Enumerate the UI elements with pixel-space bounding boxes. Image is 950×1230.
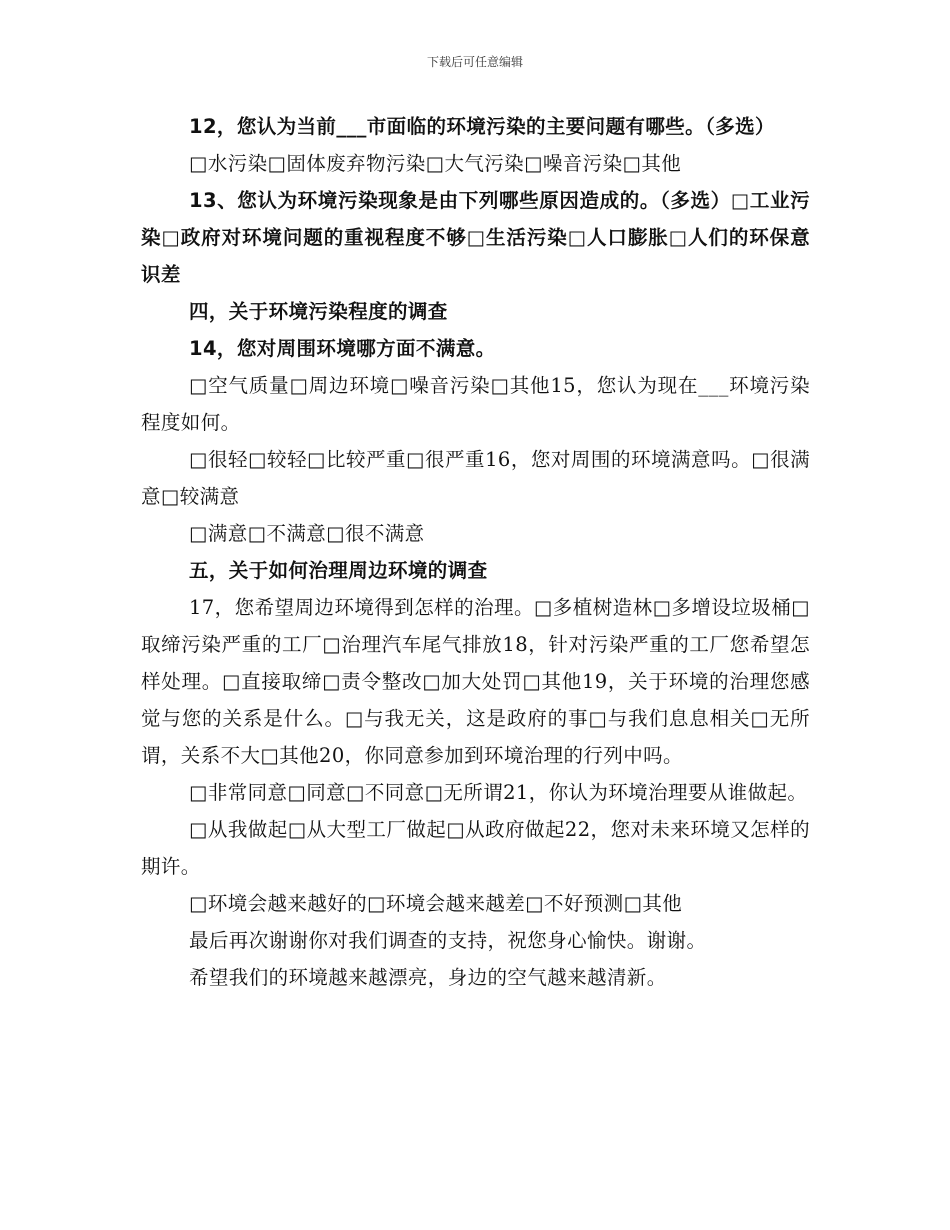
question-12-options: □水污染□固体废弃物污染□大气污染□噪音污染□其他 (189, 152, 682, 175)
closing-wish: 希望我们的环境越来越漂亮，身边的空气越来越清新。 (189, 966, 667, 989)
closing-thanks: 最后再次谢谢你对我们调查的支持，祝您身心愉快。谢谢。 (189, 929, 707, 952)
question-14: 14，您对周围环境哪方面不满意。 (189, 337, 496, 360)
question-21-22: □从我做起□从大型工厂做起□从政府做起22，您对未来环境又怎样的期许。 (141, 818, 810, 878)
question-13: 13、您认为环境污染现象是由下列哪些原因造成的。（多选）□工业污染□政府对环境问题的重视程度不够□生活污染□人口膨胀□人们的环保意识差 (141, 189, 810, 286)
section-heading-5: 五，关于如何治理周边环境的调查 (189, 559, 488, 582)
section-heading-4: 四，关于环境污染程度的调查 (189, 300, 448, 323)
question-14-15: □空气质量□周边环境□噪音污染□其他15，您认为现在___环境污染程度如何。 (141, 374, 810, 434)
question-20-21: □非常同意□同意□不同意□无所谓21，你认为环境治理要从谁做起。 (189, 781, 808, 804)
question-15-16: □很轻□较轻□比较严重□很严重16，您对周围的环境满意吗。□很满意□较满意 (141, 448, 810, 508)
page-header: 下载后可任意编辑 (426, 55, 523, 69)
questions-17-20: 17，您希望周边环境得到怎样的治理。□多植树造林□多增设垃圾桶□取缔污染严重的工厂□治理汽车尾气排放18，针对污染严重的工厂您希望怎样处理。□直接取缔□责令整改□加大处罚□其他19，关于环境的治理您感觉与您的关系是什么。□与我无关，这是政府的事□与我们息息相关□无所谓，关系不大□其他20，你同意参加到环境治理的行列中吗。 (141, 596, 810, 767)
question-22-options: □环境会越来越好的□环境会越来越差□不好预测□其他 (189, 892, 683, 915)
question-12: 12，您认为当前___市面临的环境污染的主要问题有哪些。（多选） (189, 115, 775, 138)
document-body (141, 108, 810, 996)
question-16-options: □满意□不满意□很不满意 (189, 522, 425, 545)
